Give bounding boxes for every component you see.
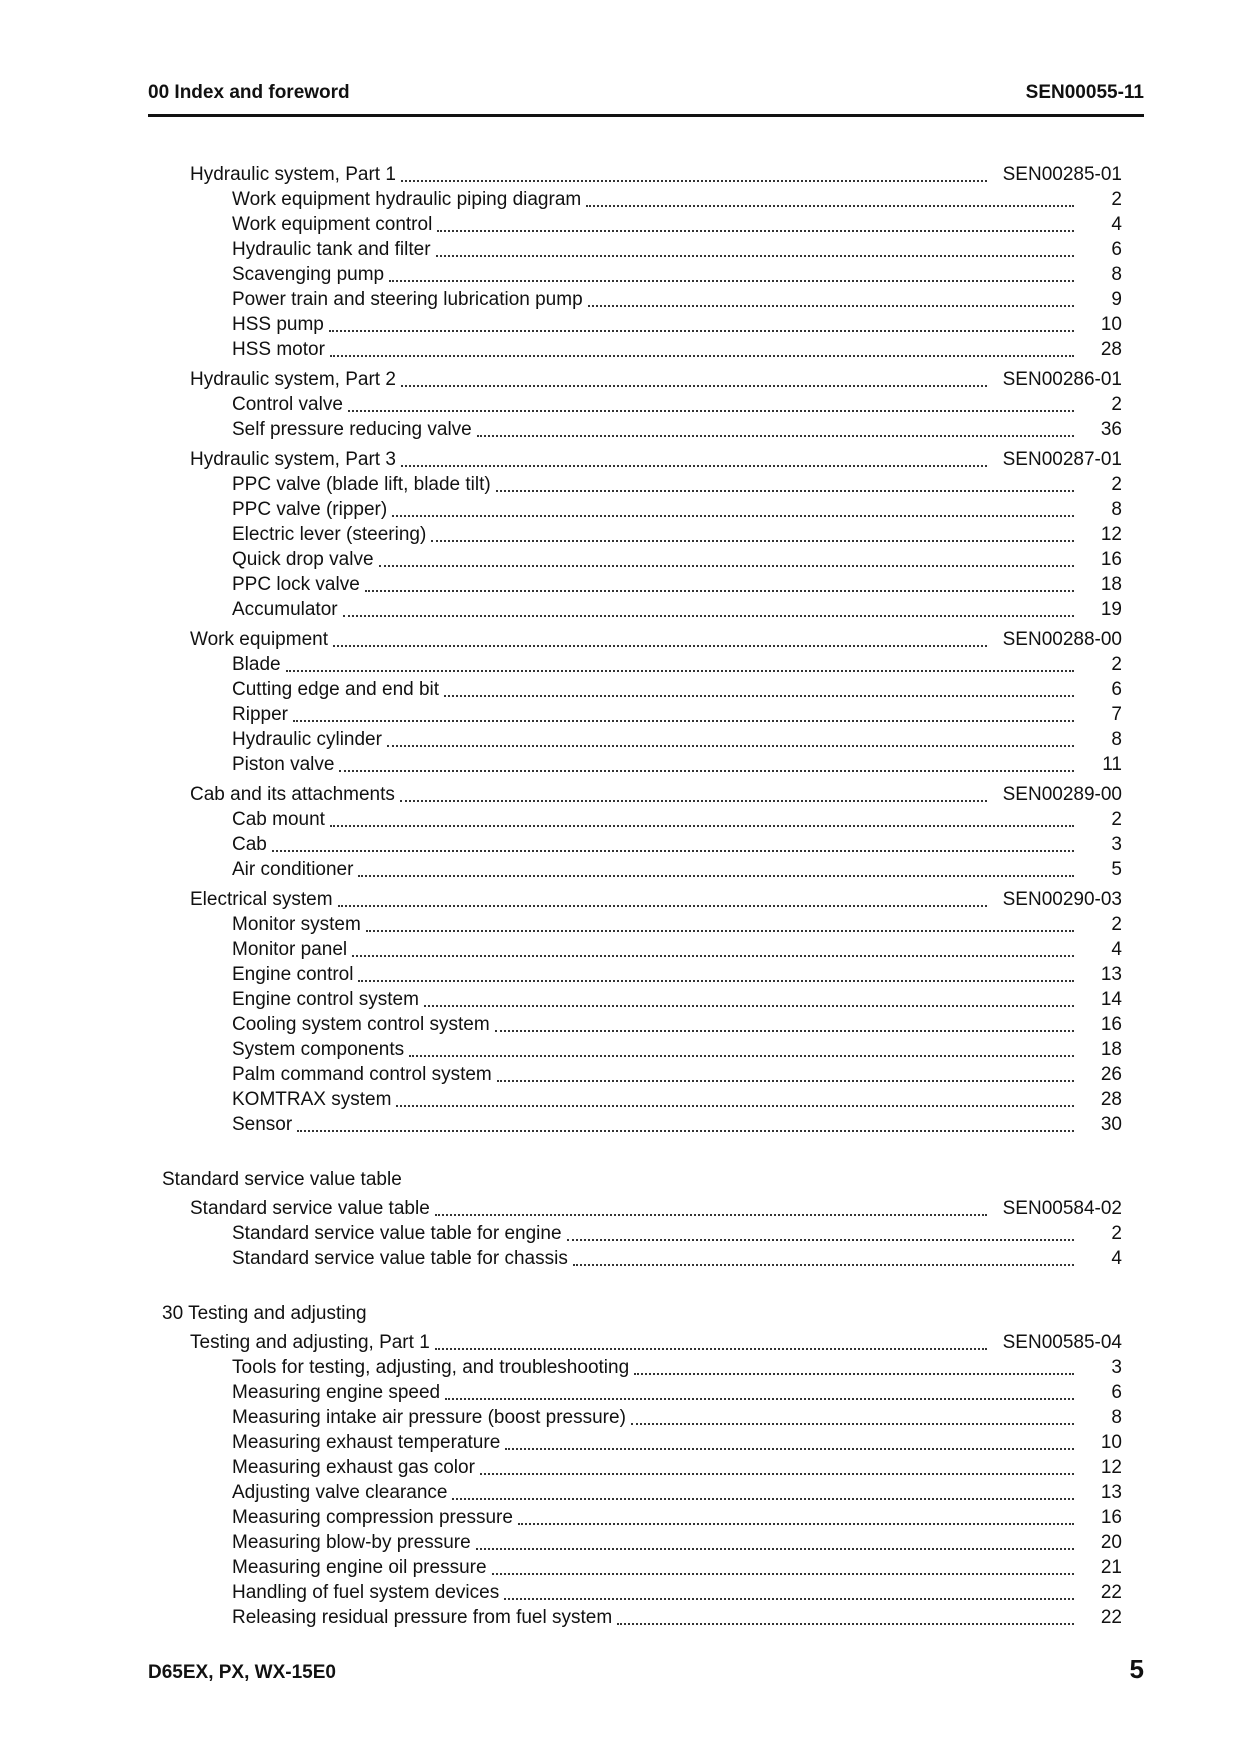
item-title: Measuring intake air pressure (boost pressure) xyxy=(232,1407,626,1428)
toc-section-entry[interactable] xyxy=(160,1196,1122,1221)
item-page-number: 28 xyxy=(1100,1089,1122,1110)
dot-leader xyxy=(297,1130,1074,1132)
dot-leader xyxy=(435,1348,987,1350)
dot-leader xyxy=(504,1598,1074,1600)
item-title: Piston valve xyxy=(232,754,335,775)
dot-leader xyxy=(379,565,1074,567)
item-title: Hydraulic cylinder xyxy=(232,729,382,750)
dot-leader xyxy=(588,305,1074,307)
dot-leader xyxy=(387,745,1074,747)
dot-leader xyxy=(586,205,1074,207)
item-page-number: 16 xyxy=(1100,1507,1122,1528)
item-title: Standard service value table for engine xyxy=(232,1223,562,1244)
item-page-number: 9 xyxy=(1111,289,1122,310)
section-code: SEN00285-01 xyxy=(1002,164,1122,185)
item-page-number: 12 xyxy=(1100,524,1122,545)
item-title: PPC valve (ripper) xyxy=(232,499,388,520)
dot-leader xyxy=(437,230,1074,232)
dot-leader xyxy=(401,180,987,182)
item-title: Accumulator xyxy=(232,599,338,620)
section-title: Cab and its attachments xyxy=(190,784,395,805)
item-page-number: 6 xyxy=(1111,239,1122,260)
toc-item[interactable] xyxy=(160,1012,1122,1037)
dot-leader xyxy=(396,1105,1074,1107)
toc-item[interactable] xyxy=(160,597,1122,622)
toc-section-entry[interactable] xyxy=(160,447,1122,472)
toc-item[interactable] xyxy=(160,702,1122,727)
page-header xyxy=(148,82,1144,117)
item-title: Self pressure reducing valve xyxy=(232,419,472,440)
toc-item[interactable] xyxy=(160,912,1122,937)
item-title: Hydraulic tank and filter xyxy=(232,239,431,260)
item-page-number: 5 xyxy=(1111,859,1122,880)
header-document-code: SEN00055-11 xyxy=(1025,82,1144,103)
item-title: Measuring exhaust gas color xyxy=(232,1457,475,1478)
toc-item[interactable] xyxy=(160,677,1122,702)
item-page-number: 21 xyxy=(1100,1557,1122,1578)
item-page-number: 12 xyxy=(1100,1457,1122,1478)
dot-leader xyxy=(435,1214,987,1216)
dot-leader xyxy=(392,515,1074,517)
dot-leader xyxy=(617,1623,1074,1625)
toc-item[interactable] xyxy=(160,472,1122,497)
footer-page-number: 5 xyxy=(1129,1654,1144,1684)
item-page-number: 28 xyxy=(1100,339,1122,360)
item-title: HSS motor xyxy=(232,339,325,360)
section-title: Standard service value table xyxy=(190,1198,430,1219)
item-page-number: 36 xyxy=(1100,419,1122,440)
item-page-number: 11 xyxy=(1102,754,1122,775)
toc-item[interactable] xyxy=(160,212,1122,237)
item-title: Cab mount xyxy=(232,809,325,830)
item-title: Engine control system xyxy=(232,989,419,1010)
toc-item[interactable] xyxy=(160,287,1122,312)
toc-item[interactable] xyxy=(160,962,1122,987)
toc-item[interactable] xyxy=(160,522,1122,547)
toc-item[interactable] xyxy=(160,1355,1122,1380)
toc-item[interactable] xyxy=(160,497,1122,522)
toc-section-entry[interactable] xyxy=(160,1330,1122,1355)
toc-section-entry[interactable] xyxy=(160,782,1122,807)
toc-item[interactable] xyxy=(160,237,1122,262)
section-code: SEN00290-03 xyxy=(1002,889,1122,910)
toc-item[interactable] xyxy=(160,727,1122,752)
toc-item[interactable] xyxy=(160,417,1122,442)
dot-leader xyxy=(480,1473,1074,1475)
dot-leader xyxy=(634,1373,1074,1375)
dot-leader xyxy=(573,1264,1074,1266)
toc-chapter-heading xyxy=(160,1167,1122,1192)
section-code: SEN00585-04 xyxy=(1002,1332,1122,1353)
item-title: KOMTRAX system xyxy=(232,1089,392,1110)
dot-leader xyxy=(431,540,1074,542)
item-page-number: 2 xyxy=(1111,474,1122,495)
toc-item[interactable] xyxy=(160,1580,1122,1605)
toc-item[interactable] xyxy=(160,1405,1122,1430)
item-title: Tools for testing, adjusting, and troubleshooting xyxy=(232,1357,630,1378)
dot-leader xyxy=(293,720,1074,722)
item-title: Measuring engine speed xyxy=(232,1382,441,1403)
dot-leader xyxy=(445,1398,1074,1400)
item-page-number: 16 xyxy=(1100,549,1122,570)
item-title: Palm command control system xyxy=(232,1064,492,1085)
toc-item[interactable] xyxy=(160,832,1122,857)
toc-item[interactable] xyxy=(160,1087,1122,1112)
section-title: Hydraulic system, Part 1 xyxy=(190,164,396,185)
item-page-number: 6 xyxy=(1111,1382,1122,1403)
item-title: Quick drop valve xyxy=(232,549,374,570)
toc-item[interactable] xyxy=(160,937,1122,962)
chapter-title: 30 Testing and adjusting xyxy=(162,1303,367,1324)
dot-leader xyxy=(567,1239,1074,1241)
dot-leader xyxy=(352,955,1074,957)
item-page-number: 4 xyxy=(1111,939,1122,960)
chapter-title: Standard service value table xyxy=(162,1169,402,1190)
item-page-number: 10 xyxy=(1100,314,1122,335)
item-title: Handling of fuel system devices xyxy=(232,1582,500,1603)
item-page-number: 3 xyxy=(1111,834,1122,855)
item-title: Measuring compression pressure xyxy=(232,1507,513,1528)
item-page-number: 18 xyxy=(1100,1039,1122,1060)
toc-chapter-heading xyxy=(160,1301,1122,1326)
dot-leader xyxy=(343,615,1074,617)
page-footer xyxy=(148,1654,1144,1685)
dot-leader xyxy=(477,435,1074,437)
dot-leader xyxy=(358,875,1074,877)
item-title: Measuring blow-by pressure xyxy=(232,1532,471,1553)
dot-leader xyxy=(492,1573,1074,1575)
item-title: System components xyxy=(232,1039,405,1060)
item-title: Electric lever (steering) xyxy=(232,524,427,545)
footer-model-name: D65EX, PX, WX-15E0 xyxy=(148,1662,336,1683)
item-page-number: 4 xyxy=(1111,214,1122,235)
dot-leader xyxy=(365,590,1074,592)
item-page-number: 2 xyxy=(1111,654,1122,675)
dot-leader xyxy=(497,1080,1074,1082)
toc-item[interactable] xyxy=(160,572,1122,597)
dot-leader xyxy=(358,980,1074,982)
header-section-title: 00 Index and foreword xyxy=(148,82,350,103)
section-code: SEN00287-01 xyxy=(1002,449,1122,470)
item-page-number: 2 xyxy=(1111,394,1122,415)
dot-leader xyxy=(495,1030,1074,1032)
item-title: Air conditioner xyxy=(232,859,354,880)
item-page-number: 20 xyxy=(1100,1532,1122,1553)
dot-leader xyxy=(389,280,1074,282)
toc-item[interactable] xyxy=(160,1246,1122,1271)
item-title: Blade xyxy=(232,654,281,675)
item-title: Ripper xyxy=(232,704,288,725)
item-title: Adjusting valve clearance xyxy=(232,1482,448,1503)
toc-section-entry[interactable] xyxy=(160,627,1122,652)
dot-leader xyxy=(338,905,987,907)
item-page-number: 6 xyxy=(1111,679,1122,700)
toc-item[interactable] xyxy=(160,1480,1122,1505)
dot-leader xyxy=(330,825,1074,827)
section-code: SEN00286-01 xyxy=(1002,369,1122,390)
item-page-number: 2 xyxy=(1111,914,1122,935)
toc-section-entry[interactable] xyxy=(160,887,1122,912)
item-title: Standard service value table for chassis xyxy=(232,1248,568,1269)
item-page-number: 26 xyxy=(1100,1064,1122,1085)
dot-leader xyxy=(329,330,1074,332)
toc-item[interactable] xyxy=(160,337,1122,362)
section-code: SEN00288-00 xyxy=(1002,629,1122,650)
dot-leader xyxy=(436,255,1074,257)
toc-item[interactable] xyxy=(160,1430,1122,1455)
item-title: Work equipment control xyxy=(232,214,433,235)
section-title: Electrical system xyxy=(190,889,333,910)
item-title: Measuring exhaust temperature xyxy=(232,1432,501,1453)
dot-leader xyxy=(339,770,1074,772)
section-code: SEN00289-00 xyxy=(1002,784,1122,805)
toc-item[interactable] xyxy=(160,1505,1122,1530)
item-page-number: 14 xyxy=(1100,989,1122,1010)
section-title: Testing and adjusting, Part 1 xyxy=(190,1332,430,1353)
item-page-number: 10 xyxy=(1100,1432,1122,1453)
item-title: Cab xyxy=(232,834,267,855)
item-title: Measuring engine oil pressure xyxy=(232,1557,487,1578)
item-page-number: 8 xyxy=(1111,729,1122,750)
toc-item[interactable] xyxy=(160,312,1122,337)
toc-section-entry[interactable] xyxy=(160,367,1122,392)
item-page-number: 8 xyxy=(1111,264,1122,285)
dot-leader xyxy=(409,1055,1074,1057)
item-page-number: 22 xyxy=(1100,1607,1122,1628)
item-title: Cooling system control system xyxy=(232,1014,490,1035)
dot-leader xyxy=(272,850,1074,852)
dot-leader xyxy=(444,695,1074,697)
toc-item[interactable] xyxy=(160,262,1122,287)
dot-leader xyxy=(452,1498,1074,1500)
item-title: Releasing residual pressure from fuel system xyxy=(232,1607,613,1628)
table-of-contents xyxy=(160,158,1122,1630)
dot-leader xyxy=(424,1005,1074,1007)
item-title: Power train and steering lubrication pump xyxy=(232,289,583,310)
dot-leader xyxy=(348,410,1074,412)
dot-leader xyxy=(476,1548,1074,1550)
toc-item[interactable] xyxy=(160,857,1122,882)
dot-leader xyxy=(631,1423,1074,1425)
item-page-number: 4 xyxy=(1111,1248,1122,1269)
toc-item[interactable] xyxy=(160,987,1122,1012)
item-page-number: 13 xyxy=(1100,1482,1122,1503)
dot-leader xyxy=(366,930,1074,932)
item-title: Cutting edge and end bit xyxy=(232,679,440,700)
toc-item[interactable] xyxy=(160,1112,1122,1137)
item-page-number: 8 xyxy=(1111,1407,1122,1428)
dot-leader xyxy=(496,490,1074,492)
toc-item[interactable] xyxy=(160,1555,1122,1580)
item-page-number: 2 xyxy=(1111,1223,1122,1244)
item-title: Work equipment hydraulic piping diagram xyxy=(232,189,582,210)
item-title: Engine control xyxy=(232,964,354,985)
toc-item[interactable] xyxy=(160,1037,1122,1062)
dot-leader xyxy=(333,645,987,647)
item-title: HSS pump xyxy=(232,314,324,335)
toc-item[interactable] xyxy=(160,392,1122,417)
dot-leader xyxy=(330,355,1074,357)
item-page-number: 2 xyxy=(1111,189,1122,210)
section-code: SEN00584-02 xyxy=(1002,1198,1122,1219)
section-title: Work equipment xyxy=(190,629,328,650)
dot-leader xyxy=(518,1523,1074,1525)
item-page-number: 19 xyxy=(1100,599,1122,620)
item-title: Scavenging pump xyxy=(232,264,385,285)
toc-section-entry[interactable] xyxy=(160,162,1122,187)
toc-item[interactable] xyxy=(160,547,1122,572)
item-page-number: 8 xyxy=(1111,499,1122,520)
item-page-number: 13 xyxy=(1100,964,1122,985)
toc-item[interactable] xyxy=(160,652,1122,677)
toc-item[interactable] xyxy=(160,1605,1122,1630)
dot-leader xyxy=(505,1448,1074,1450)
toc-item[interactable] xyxy=(160,1530,1122,1555)
section-title: Hydraulic system, Part 3 xyxy=(190,449,396,470)
toc-item[interactable] xyxy=(160,1221,1122,1246)
item-page-number: 30 xyxy=(1100,1114,1122,1135)
toc-item[interactable] xyxy=(160,1062,1122,1087)
toc-item[interactable] xyxy=(160,1380,1122,1405)
toc-item[interactable] xyxy=(160,187,1122,212)
dot-leader xyxy=(401,465,987,467)
item-page-number: 22 xyxy=(1100,1582,1122,1603)
dot-leader xyxy=(286,670,1074,672)
item-title: Control valve xyxy=(232,394,343,415)
section-title: Hydraulic system, Part 2 xyxy=(190,369,396,390)
item-page-number: 2 xyxy=(1111,809,1122,830)
toc-item[interactable] xyxy=(160,1455,1122,1480)
item-title: Monitor system xyxy=(232,914,361,935)
dot-leader xyxy=(400,800,987,802)
item-page-number: 3 xyxy=(1111,1357,1122,1378)
item-title: Monitor panel xyxy=(232,939,348,960)
item-title: PPC valve (blade lift, blade tilt) xyxy=(232,474,491,495)
dot-leader xyxy=(401,385,987,387)
item-title: PPC lock valve xyxy=(232,574,360,595)
item-page-number: 16 xyxy=(1100,1014,1122,1035)
item-page-number: 18 xyxy=(1100,574,1122,595)
item-title: Sensor xyxy=(232,1114,293,1135)
toc-item[interactable] xyxy=(160,807,1122,832)
item-page-number: 7 xyxy=(1111,704,1122,725)
toc-item[interactable] xyxy=(160,752,1122,777)
